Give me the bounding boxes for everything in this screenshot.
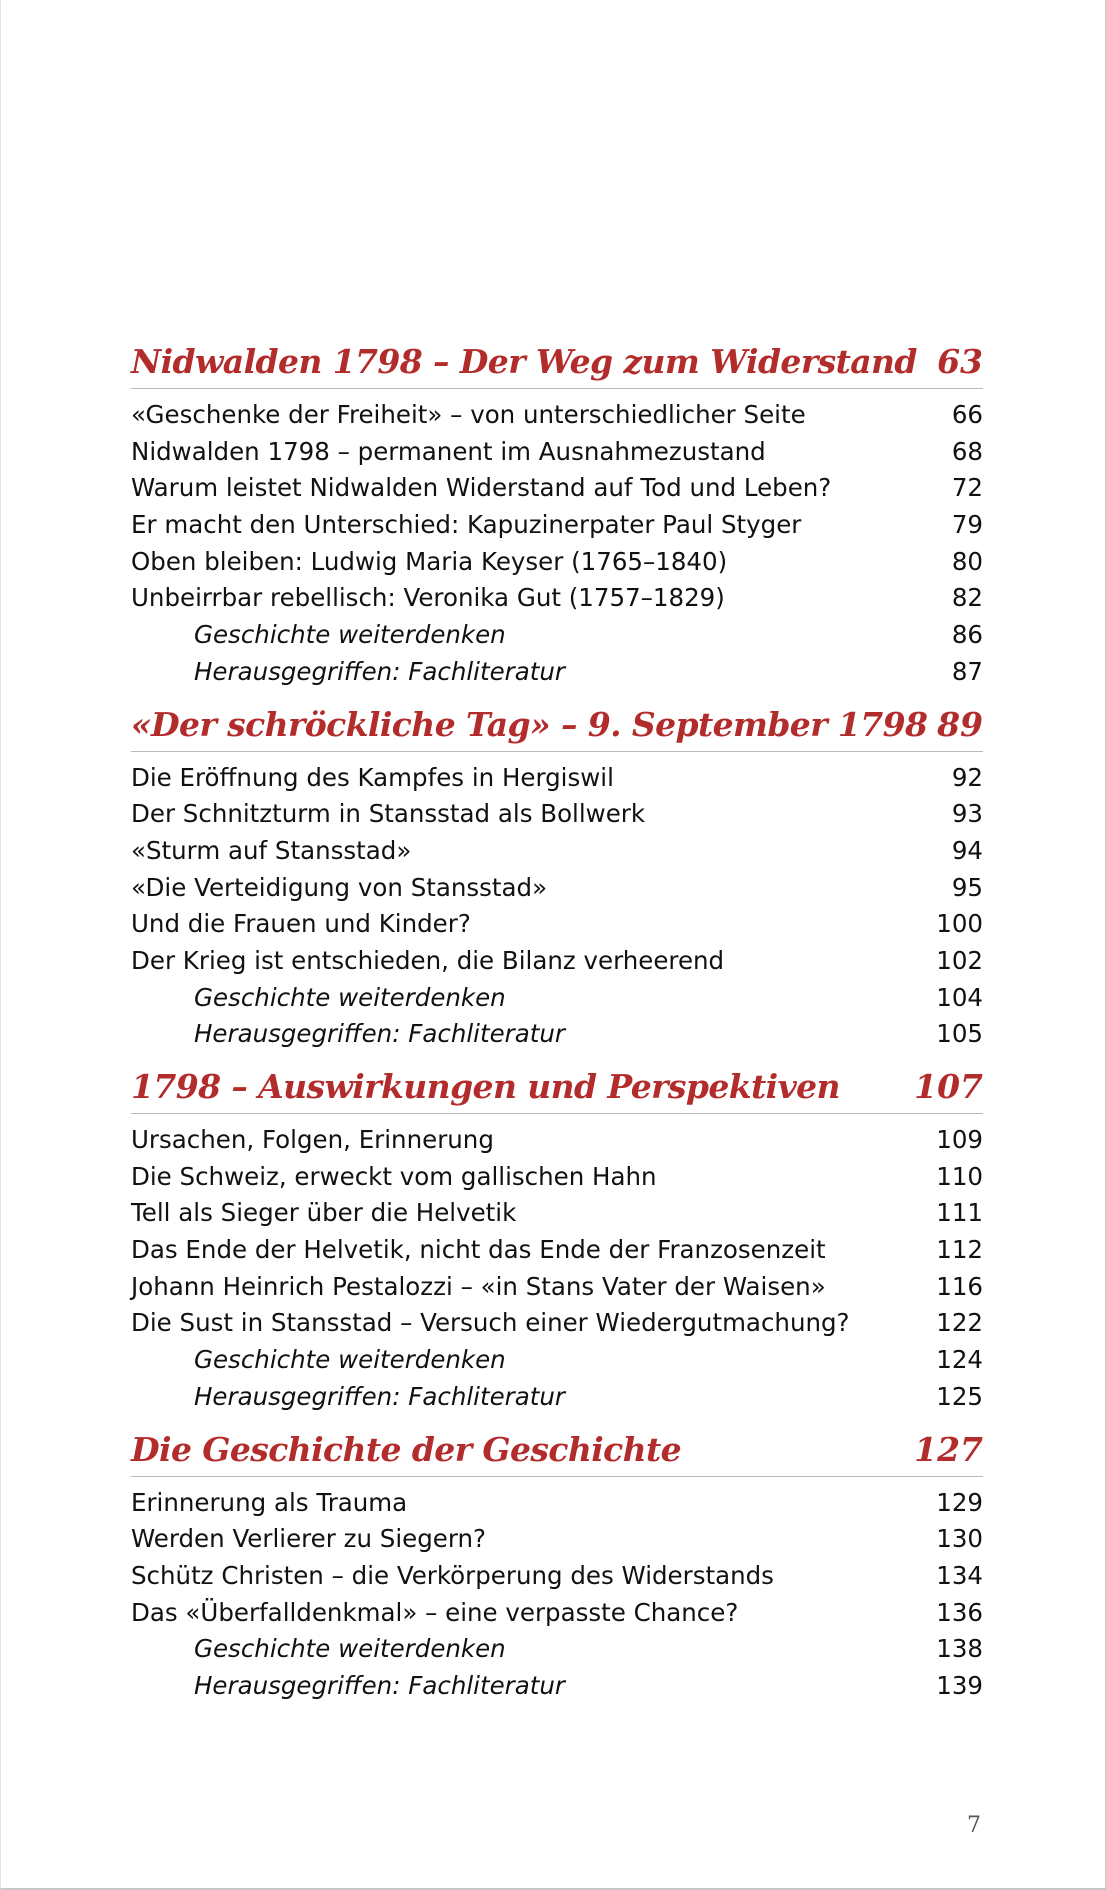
section-heading: [131, 342, 983, 389]
section-heading: [131, 705, 983, 752]
toc-entry: [131, 760, 983, 797]
toc-entry: [131, 796, 983, 833]
entry-title: Er macht den Unterschied: Kapuzinerpater Paul Styger: [131, 510, 802, 540]
toc-entry: [131, 580, 983, 617]
entry-page-number: 92: [951, 762, 983, 792]
toc-subentry: [131, 1342, 983, 1379]
toc-subentry: [131, 1668, 983, 1705]
entry-title: Warum leistet Nidwalden Widerstand auf Tod und Leben?: [131, 473, 832, 503]
section-page-number: 127: [914, 1429, 983, 1469]
toc-entry: [131, 507, 983, 544]
entry-title: Das «Überfalldenkmal» – eine verpasste Chance?: [131, 1597, 739, 1627]
entry-page-number: 136: [936, 1597, 983, 1627]
entry-page-number: 105: [936, 1019, 983, 1049]
entry-title: Erinnerung als Trauma: [131, 1487, 408, 1517]
entry-page-number: 66: [951, 400, 983, 429]
entry-page-number: 139: [936, 1670, 983, 1700]
entry-title: «Sturm auf Stansstad»: [131, 835, 412, 865]
entry-page-number: 112: [936, 1235, 983, 1265]
section-title: 1798 – Auswirkungen und Perspektiven: [131, 1067, 840, 1106]
entry-title: Werden Verlierer zu Siegern?: [131, 1524, 487, 1554]
toc-section: [131, 705, 983, 1054]
toc-subentry: [131, 617, 983, 654]
toc-entry: [131, 397, 983, 434]
table-of-contents: [131, 342, 983, 1705]
entry-title: «Die Verteidigung von Stansstad»: [131, 872, 548, 902]
toc-subentry: [131, 1379, 983, 1416]
entry-title: Die Eröffnung des Kampfes in Hergiswil: [131, 762, 614, 792]
toc-entry: [131, 544, 983, 581]
toc-entry: [131, 1558, 983, 1595]
entry-page-number: 95: [951, 872, 983, 902]
toc-section: [131, 1430, 983, 1705]
toc-entry: [131, 1595, 983, 1632]
entry-title: Tell als Sieger über die Helvetik: [131, 1198, 517, 1228]
entry-title: Geschichte weiterdenken: [194, 620, 506, 650]
toc-entry: [131, 1269, 983, 1306]
entry-page-number: 72: [951, 473, 983, 503]
entry-title: Geschichte weiterdenken: [194, 1345, 506, 1375]
entry-page-number: 111: [936, 1198, 983, 1228]
entry-title: Herausgegriffen: Fachliteratur: [194, 1381, 565, 1411]
entry-page-number: 138: [936, 1634, 983, 1664]
section-page-number: 89: [937, 704, 983, 744]
toc-entry: [131, 906, 983, 943]
entry-title: Herausgegriffen: Fachliteratur: [194, 1670, 565, 1700]
entry-title: Herausgegriffen: Fachliteratur: [194, 656, 565, 686]
section-heading: [131, 1430, 983, 1477]
toc-entry: [131, 1485, 983, 1522]
entry-title: «Geschenke der Freiheit» – von unterschiedlicher Seite: [131, 400, 806, 429]
entry-title: Ursachen, Folgen, Erinnerung: [131, 1125, 494, 1154]
toc-section: [131, 342, 983, 691]
entry-page-number: 129: [936, 1487, 983, 1517]
entry-title: Nidwalden 1798 – permanent im Ausnahmezustand: [131, 436, 766, 466]
entry-page-number: 68: [951, 436, 983, 466]
entry-title: Der Schnitzturm in Stansstad als Bollwerk: [131, 799, 646, 829]
entry-page-number: 109: [936, 1125, 983, 1154]
toc-entry: [131, 943, 983, 980]
entry-title: Schütz Christen – die Verkörperung des Widerstands: [131, 1560, 774, 1590]
toc-section: [131, 1067, 983, 1416]
entry-title: Herausgegriffen: Fachliteratur: [194, 1019, 565, 1049]
toc-subentry: [131, 1631, 983, 1668]
entry-title: Die Sust in Stansstad – Versuch einer Wiedergutmachung?: [131, 1308, 850, 1338]
toc-entry: [131, 470, 983, 507]
entry-page-number: 100: [936, 909, 983, 939]
entry-page-number: 82: [951, 583, 983, 613]
entry-page-number: 86: [951, 620, 983, 650]
entry-title: Geschichte weiterdenken: [194, 982, 506, 1012]
entry-page-number: 116: [936, 1271, 983, 1301]
entry-page-number: 93: [951, 799, 983, 829]
toc-entry: [131, 434, 983, 471]
toc-entry: [131, 1305, 983, 1342]
entry-page-number: 124: [936, 1345, 983, 1375]
entry-page-number: 94: [951, 835, 983, 865]
toc-entry: [131, 870, 983, 907]
entry-page-number: 80: [951, 546, 983, 576]
toc-entry: [131, 1232, 983, 1269]
entry-page-number: 122: [936, 1308, 983, 1338]
section-title: «Der schröckliche Tag» – 9. September 1798: [131, 704, 928, 744]
entry-page-number: 134: [936, 1560, 983, 1590]
section-page-number: 63: [937, 342, 983, 381]
entry-page-number: 130: [936, 1524, 983, 1554]
entry-title: Die Schweiz, erweckt vom gallischen Hahn: [131, 1161, 657, 1191]
entry-page-number: 79: [951, 510, 983, 540]
section-heading: [131, 1067, 983, 1114]
entry-page-number: 102: [936, 945, 983, 975]
entry-title: Johann Heinrich Pestalozzi – «in Stans Vater der Waisen»: [131, 1271, 826, 1301]
section-title: Nidwalden 1798 – Der Weg zum Widerstand: [131, 342, 917, 381]
entry-page-number: 104: [936, 982, 983, 1012]
toc-subentry: [131, 980, 983, 1017]
entry-page-number: 110: [936, 1161, 983, 1191]
section-title: Die Geschichte der Geschichte: [131, 1429, 682, 1469]
toc-subentry: [131, 654, 983, 691]
toc-subentry: [131, 1016, 983, 1053]
toc-entry: [131, 1159, 983, 1196]
entry-title: Und die Frauen und Kinder?: [131, 909, 471, 939]
entry-title: Oben bleiben: Ludwig Maria Keyser (1765–1840): [131, 546, 728, 576]
entry-page-number: 87: [951, 656, 983, 686]
toc-entry: [131, 1195, 983, 1232]
toc-entry: [131, 1521, 983, 1558]
entry-title: Das Ende der Helvetik, nicht das Ende der Franzosenzeit: [131, 1235, 826, 1265]
entry-title: Der Krieg ist entschieden, die Bilanz verheerend: [131, 945, 725, 975]
entry-page-number: 125: [936, 1381, 983, 1411]
section-page-number: 107: [914, 1067, 983, 1106]
entry-title: Geschichte weiterdenken: [194, 1634, 506, 1664]
toc-entry: [131, 833, 983, 870]
toc-entry: [131, 1122, 983, 1159]
page-number: 7: [967, 1813, 981, 1838]
entry-title: Unbeirrbar rebellisch: Veronika Gut (1757–1829): [131, 583, 725, 613]
